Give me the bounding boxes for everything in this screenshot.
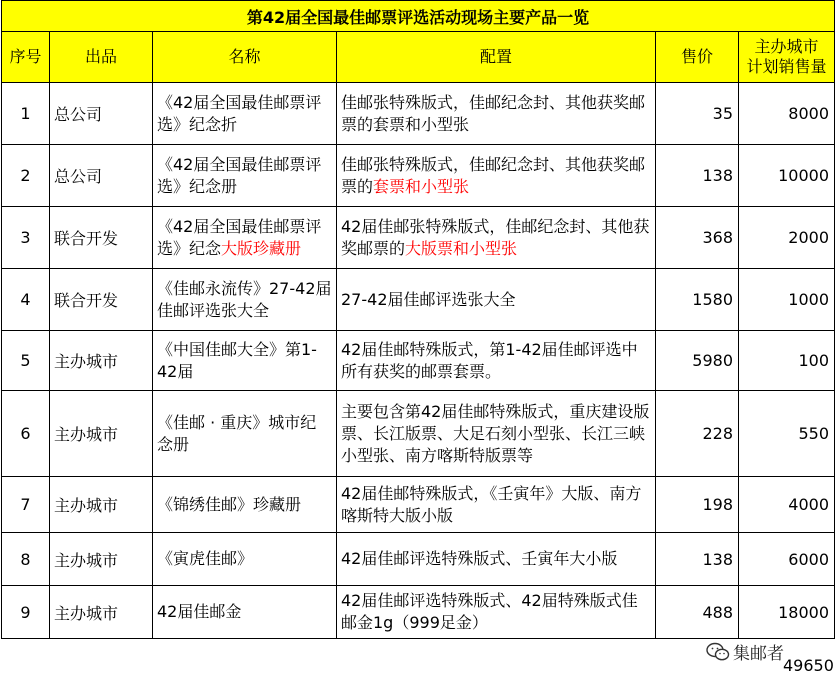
cell-name-text: 大版珍藏册	[221, 238, 302, 258]
cell-name-text: 42届佳邮金	[157, 602, 242, 621]
title-row	[2, 1, 835, 32]
cell-no: 6	[2, 391, 50, 477]
header-producer: 出品	[50, 32, 153, 83]
table-row	[2, 533, 835, 586]
cell-name-text: 《中国佳邮大全》第1-42届	[157, 339, 317, 381]
cell-price: 1580	[656, 269, 739, 331]
products-table	[1, 0, 835, 639]
cell-name-text: 《42届全国最佳邮票评选》纪念折	[157, 92, 322, 134]
header-plan	[739, 32, 835, 83]
cell-name	[153, 477, 337, 533]
cell-config	[337, 269, 656, 331]
cell-price: 488	[656, 586, 739, 639]
cell-name	[153, 145, 337, 207]
cell-config-text: 大版票和小型张	[405, 238, 518, 258]
cell-producer: 总公司	[50, 83, 153, 145]
table-row	[2, 207, 835, 269]
cell-price: 138	[656, 533, 739, 586]
cell-price: 35	[656, 83, 739, 145]
watermark	[706, 639, 784, 664]
cell-producer: 主办城市	[50, 477, 153, 533]
cell-price: 138	[656, 145, 739, 207]
cell-price: 198	[656, 477, 739, 533]
table-row	[2, 331, 835, 391]
cell-plan: 6000	[739, 533, 835, 586]
cell-config	[337, 83, 656, 145]
cell-plan: 10000	[739, 145, 835, 207]
header-plan-line2: 计划销售量	[746, 57, 827, 76]
cell-name-text: 《佳邮永流传》27-42届佳邮评选张大全	[157, 278, 332, 320]
cell-no: 7	[2, 477, 50, 533]
header-price: 售价	[656, 32, 739, 83]
total-sales: 49650	[783, 656, 834, 675]
cell-producer: 联合开发	[50, 269, 153, 331]
cell-price: 228	[656, 391, 739, 477]
table-row	[2, 83, 835, 145]
cell-plan: 8000	[739, 83, 835, 145]
cell-name	[153, 331, 337, 391]
cell-config-text: 佳邮张特殊版式，佳邮纪念封、其他获奖邮票的套票和小型张	[341, 92, 646, 134]
watermark-text: 集邮者	[733, 644, 784, 664]
cell-no: 1	[2, 83, 50, 145]
wechat-icon	[706, 642, 730, 662]
cell-producer: 主办城市	[50, 586, 153, 639]
cell-config-text: 27-42届佳邮评选张大全	[341, 289, 516, 309]
cell-config	[337, 331, 656, 391]
cell-config	[337, 586, 656, 639]
cell-no: 4	[2, 269, 50, 331]
cell-producer: 主办城市	[50, 331, 153, 391]
cell-name-text: 《42届全国最佳邮票评选》纪念册	[157, 154, 322, 196]
cell-config-text: 42届佳邮评选特殊版式、壬寅年大小版	[341, 549, 618, 568]
cell-no: 9	[2, 586, 50, 639]
cell-producer: 主办城市	[50, 533, 153, 586]
cell-no: 2	[2, 145, 50, 207]
cell-plan: 18000	[739, 586, 835, 639]
cell-price: 368	[656, 207, 739, 269]
cell-name-text: 《42届全国最佳邮票评选》纪念	[157, 216, 322, 258]
cell-plan: 1000	[739, 269, 835, 331]
cell-name-text: 《佳邮 · 重庆》城市纪念册	[157, 412, 317, 454]
cell-config-text: 42届佳邮特殊版式，《壬寅年》大版、南方喀斯特大版小版	[341, 483, 642, 525]
cell-plan: 2000	[739, 207, 835, 269]
table-row	[2, 145, 835, 207]
cell-name	[153, 533, 337, 586]
cell-no: 3	[2, 207, 50, 269]
cell-name	[153, 269, 337, 331]
cell-config-text: 套票和小型张	[373, 176, 470, 196]
cell-config-text: 主要包含第42届佳邮特殊版式，重庆建设版票、长江版票、大足石刻小型张、长江三峡小型张、南方喀斯特版票等	[341, 401, 650, 465]
cell-config-text: 42届佳邮评选特殊版式、42届特殊版式佳邮金1g（999足金）	[341, 591, 638, 632]
cell-config-text: 42届佳邮特殊版式，第1-42届佳邮评选中所有获奖的邮票套票。	[341, 339, 638, 381]
header-config: 配置	[337, 32, 656, 83]
cell-config-text: 佳邮张特殊版式，佳邮纪念封、其他获奖邮票的	[341, 154, 646, 196]
cell-config	[337, 145, 656, 207]
cell-producer: 总公司	[50, 145, 153, 207]
cell-config	[337, 207, 656, 269]
cell-name	[153, 391, 337, 477]
header-no: 序号	[2, 32, 50, 83]
cell-plan: 550	[739, 391, 835, 477]
cell-plan: 100	[739, 331, 835, 391]
cell-config	[337, 391, 656, 477]
cell-price: 5980	[656, 331, 739, 391]
cell-producer: 联合开发	[50, 207, 153, 269]
cell-config-text: 42届佳邮张特殊版式，佳邮纪念封、其他获奖邮票的	[341, 216, 650, 258]
table-row	[2, 391, 835, 477]
table-row	[2, 477, 835, 533]
cell-name-text: 《寅虎佳邮》	[157, 549, 254, 568]
cell-producer: 主办城市	[50, 391, 153, 477]
cell-plan: 4000	[739, 477, 835, 533]
header-name: 名称	[153, 32, 337, 83]
header-plan-line1: 主办城市	[754, 37, 819, 56]
cell-name	[153, 83, 337, 145]
cell-no: 5	[2, 331, 50, 391]
header-row	[2, 32, 835, 83]
cell-name	[153, 586, 337, 639]
page-title: 第42届全国最佳邮票评选活动现场主要产品一览	[2, 1, 835, 32]
cell-name	[153, 207, 337, 269]
table-row	[2, 586, 835, 639]
table-row	[2, 269, 835, 331]
cell-name-text: 《锦绣佳邮》珍藏册	[157, 494, 302, 514]
cell-config	[337, 477, 656, 533]
cell-no: 8	[2, 533, 50, 586]
cell-config	[337, 533, 656, 586]
